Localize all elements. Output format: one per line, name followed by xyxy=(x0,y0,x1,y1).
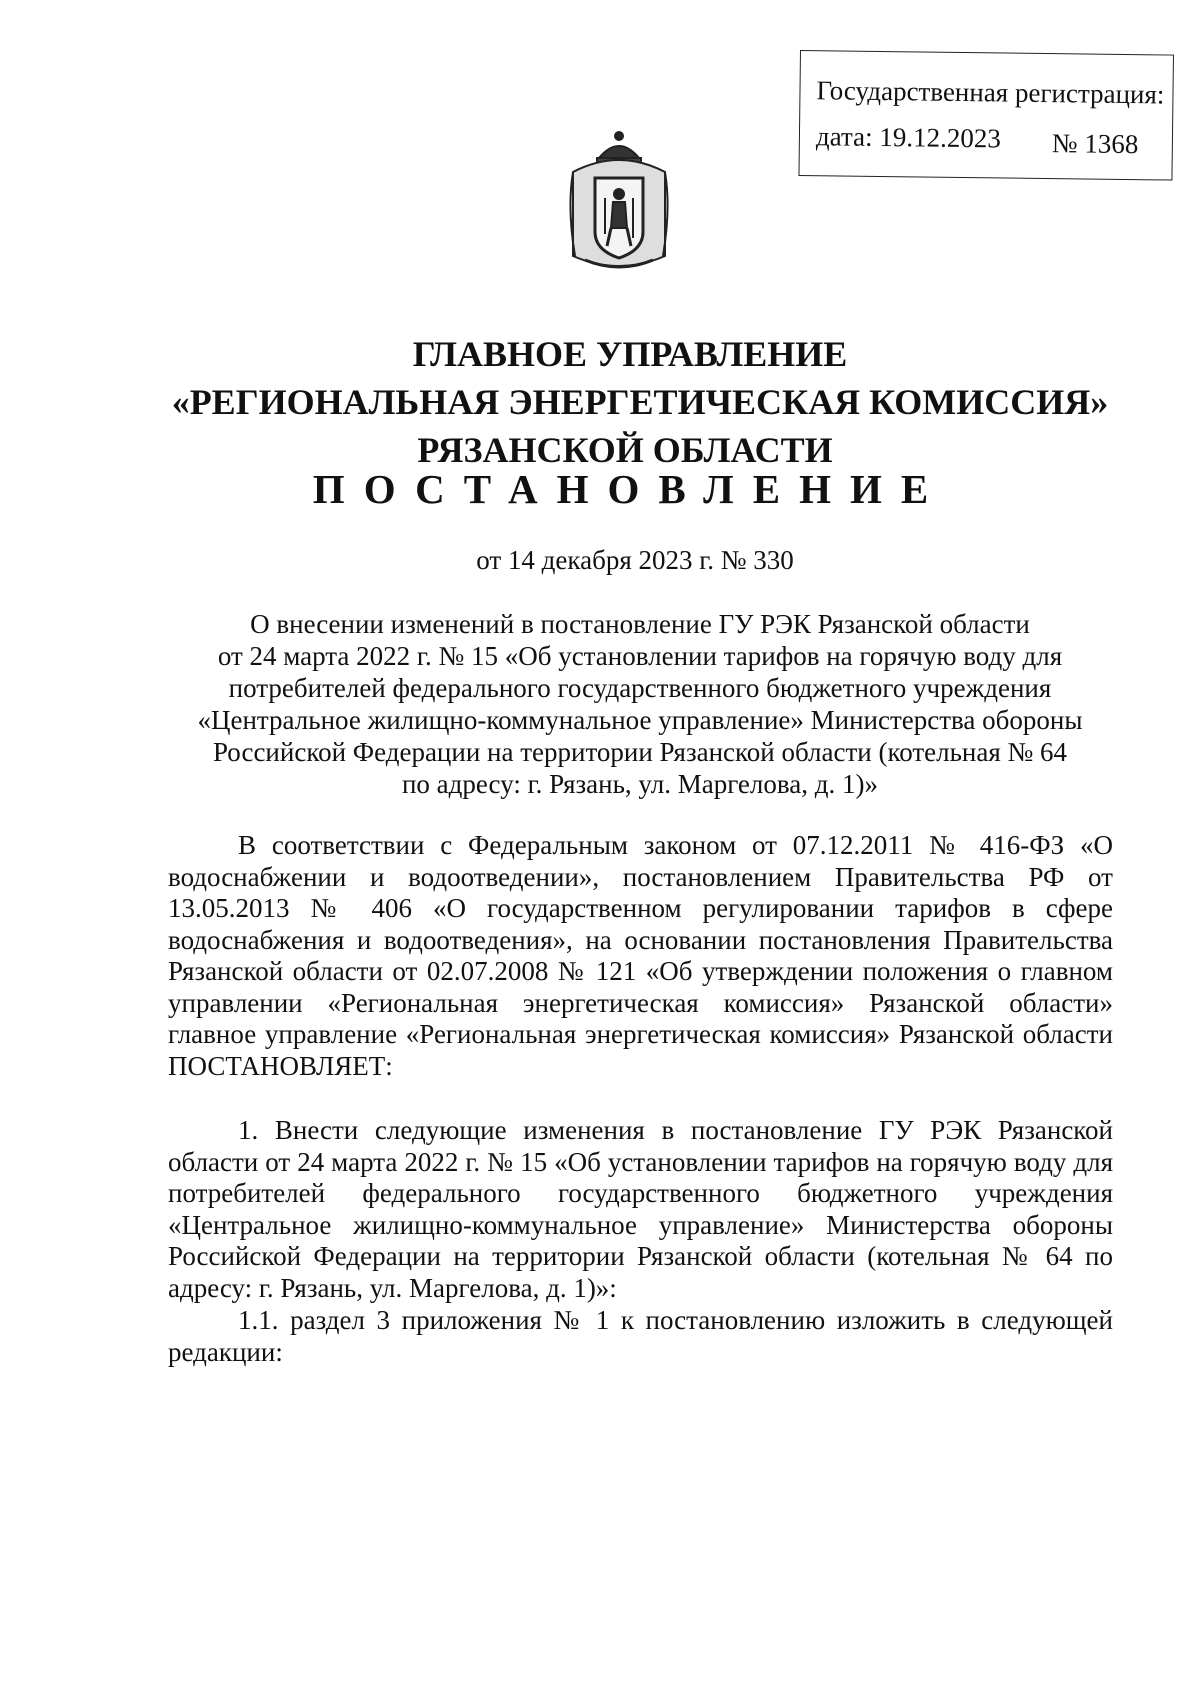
organization-line-3: РЯЗАНСКОЙ ОБЛАСТИ xyxy=(417,430,833,470)
registration-number: № 1368 xyxy=(1051,128,1139,160)
organization-name xyxy=(0,330,1200,474)
item-1-paragraph xyxy=(168,1115,1113,1304)
subject-line: от 24 марта 2022 г. № 15 «Об установлении тарифов на горячую воду для xyxy=(217,641,1063,671)
registration-stamp xyxy=(798,50,1174,181)
ryazan-coat-of-arms-icon xyxy=(565,128,673,276)
registration-date: дата: 19.12.2023 xyxy=(815,121,1002,154)
preamble-text: В соответствии с Федеральным законом от 07.12.2011 № 416-ФЗ «О водоснабжении и водоотведении», постановлением Правительства РФ от 13.05.2013 № 406 «О государственном регулировании тарифов в сфере водоснабжения и водоотведения», на основании постановления Правительства Рязанской области от 02.07.2008 № 121 «Об утверждении положения о главном управлении «Региональная энергетическая комиссия» Рязанской области» главное управление «Региональная энергетическая комиссия» Рязанской области ПОСТАНОВЛЯЕТ: xyxy=(168,830,1113,1081)
subject-line: Российской Федерации на территории Рязанской области (котельная № 64 xyxy=(212,737,1068,767)
subject-line: по адресу: г. Рязань, ул. Маргелова, д. 1)» xyxy=(401,769,878,799)
organization-line-2: «РЕГИОНАЛЬНАЯ ЭНЕРГЕТИЧЕСКАЯ КОМИССИЯ» xyxy=(171,382,1109,422)
registration-title: Государственная регистрация: xyxy=(816,75,1165,110)
subject-line: «Центральное жилищно-коммунальное управление» Министерства обороны xyxy=(197,705,1083,735)
document-type: ПОСТАНОВЛЕНИЕ xyxy=(312,466,948,512)
preamble-paragraph xyxy=(168,830,1113,1082)
subject-line: потребителей федерального государственного бюджетного учреждения xyxy=(228,673,1052,703)
subject-line: О внесении изменений в постановление ГУ РЭК Рязанской области xyxy=(250,609,1030,639)
document-subject xyxy=(160,608,1120,800)
document-date-number: от 14 декабря 2023 г. № 330 xyxy=(476,545,794,575)
item-1-1-paragraph xyxy=(168,1305,1113,1368)
item-1-text: 1. Внести следующие изменения в постановление ГУ РЭК Рязанской области от 24 марта 2022 г. № 15 «Об установлении тарифов на горячую воду для потребителей федерального государственного бюджетного учреждения «Центральное жилищно-коммунальное управление» Министерства обороны Российской Федерации на территории Рязанской области (котельная № 64 по адресу: г. Рязань, ул. Маргелова, д. 1)»: xyxy=(168,1115,1113,1303)
item-1-1-text: 1.1. раздел 3 приложения № 1 к постановлению изложить в следующей редакции: xyxy=(168,1305,1113,1367)
organization-line-1: ГЛАВНОЕ УПРАВЛЕНИЕ xyxy=(412,334,848,374)
